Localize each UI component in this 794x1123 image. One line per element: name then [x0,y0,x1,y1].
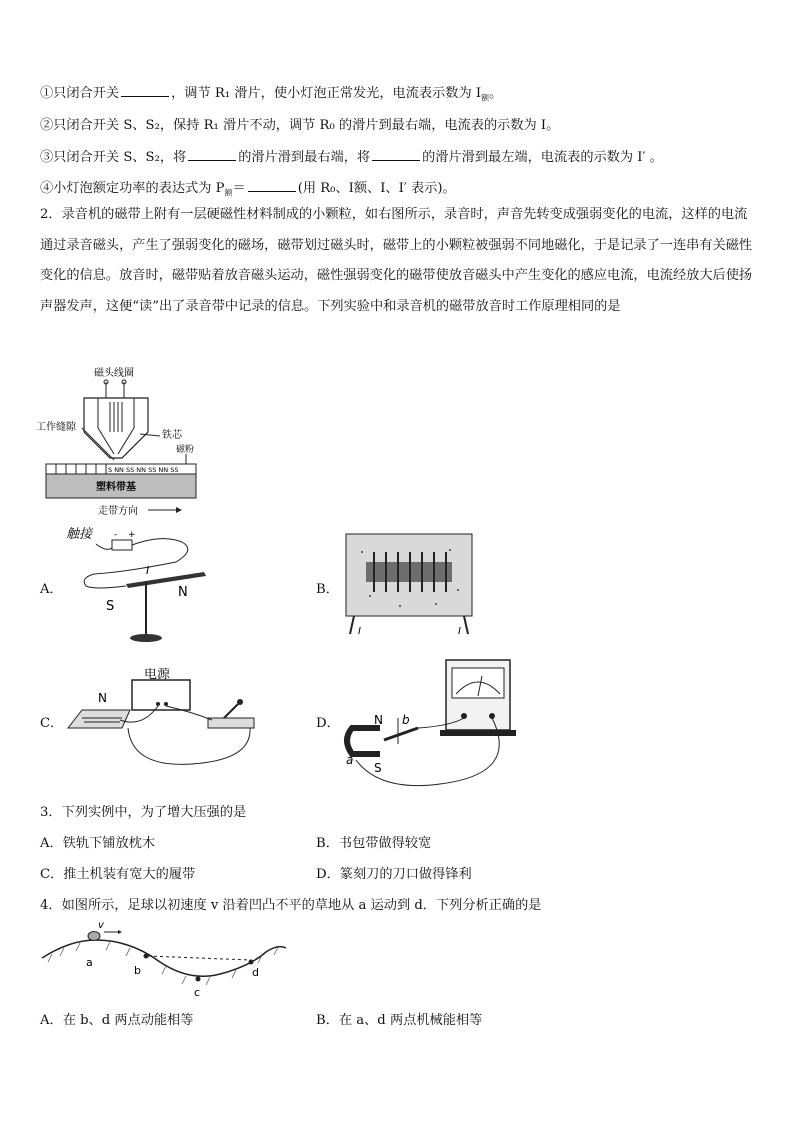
q1-step1-sub: 额 [481,93,490,103]
fig-core-label: 铁芯 [162,430,182,441]
q2-option-b-figure [340,530,480,638]
q1-step3-text-a: ③只闭合开关 S、S₂，将 [40,150,187,165]
q2-option-c-figure [62,668,272,778]
q1-step1-text-a: ①只闭合开关 [40,86,120,101]
q2-option-b-label: B． [316,582,339,597]
q2-option-c-label: C． [40,716,64,731]
q3-option-d: D．篆刻刀的刀口做得锋利 [316,867,472,882]
fig-poles: S NN SS NN SS NN SS [108,466,179,474]
q4-fig-b: b [134,964,141,977]
q3-option-b: B．书包带做得较宽 [316,836,432,851]
opt-d-a: a [346,753,354,767]
q1-step1-text-b: ，调节 R₁ 滑片，使小灯泡正常发光，电流表示数为 I [171,86,482,101]
tape-head-figure [36,362,206,522]
opt-a-n: N [178,585,188,600]
q1-step3-blank2 [372,148,420,161]
q1-step4-blank [248,179,296,192]
fig-powder-label: 磁粉 [176,445,195,455]
q3-option-c: C．推土机装有宽大的履带 [40,867,196,882]
opt-d-s: S [374,761,382,775]
q1-step4-text-b: ＝ [232,181,246,196]
q1-step1-text-c: 。 [489,86,503,101]
q4-fig-v: v [98,922,104,931]
opt-d-b: b [402,713,410,727]
q1-step3-text-b: 的滑片滑到最右端，将 [238,150,371,165]
q4-fig-d: d [252,966,259,979]
q1-step4-sub: 额 [224,188,233,198]
svg-text:-: - [114,530,118,540]
q1-step1 [40,82,760,104]
q4-stem: 4．如图所示，足球以初速度 v 沿着凹凸不平的草地从 a 运动到 d．下列分析正确的是 [40,898,542,913]
q1-step3-blank1 [188,148,236,161]
q2-option-a-figure [66,524,226,648]
opt-b-i1: I [358,626,361,637]
q4-option-a: A．在 b、d 两点动能相等 [40,1013,194,1028]
opt-a-current: I [146,564,150,577]
q2-option-a-label: A． [40,582,63,597]
q4-fig-a: a [86,956,93,969]
opt-d-n: N [374,713,383,727]
q2-option-d-figure [340,656,540,792]
q4-fig-c: c [194,986,201,999]
fig-base-label: 塑料带基 [96,482,136,493]
q1-step4-text-a: ④小灯泡额定功率的表达式为 P [40,181,225,196]
opt-a-s: S [106,599,115,614]
fig-dir-label: 走带方向 [98,506,138,517]
q1-step4-text-c: (用 R₀、I额、I、I′ 表示)。 [297,181,456,196]
q4-terrain-figure [40,922,290,1000]
svg-text:+: + [128,530,136,540]
q1-step3-text-c: 的滑片滑到最左端，电流表的示数为 I′ 。 [422,150,663,165]
opt-b-i2: I [458,626,461,637]
q1-step2: ②只闭合开关 S、S₂，保持 R₁ 滑片不动，调节 R₀ 的滑片到最右端，电流表的示数为 I。 [40,118,560,133]
opt-a-touch: 触接 [66,527,93,542]
q2-text: 2．录音机的磁带上附有一层硬磁性材料制成的小颗粒，如右图所示，录音时，声音先转变成强弱变化的电流，这样的电流通过录音磁头，产生了强弱变化的磁场，磁带划过磁头时，磁带上的小颗粒被强弱不同地磁化，于是记录了一连串有关磁性变化的信息。放音时，磁带贴着放音磁头运动，磁性强弱变化的磁带使放音磁头中产生变化的感应电流，电流经放大后使扬声器发声，这便“读”出了录音带中记录的信息。下列实验中和录音机的磁带放音时工作原理相同的是 [40,207,753,314]
opt-c-n: N [98,691,107,705]
q2-option-d-label: D． [316,716,340,731]
q3-option-a: A．铁轨下铺放枕木 [40,836,156,851]
opt-c-power: 电源 [144,668,171,682]
q1-step4 [40,177,760,199]
q1-step3 [40,146,760,165]
fig-coil-label: 磁头线圈 [94,368,134,379]
fig-gap-label: 工作缝隙 [36,422,76,433]
q3-stem: 3．下列实例中，为了增大压强的是 [40,805,247,820]
q1-step1-blank [121,84,169,97]
q4-option-b: B．在 a、d 两点机械能相等 [316,1013,483,1028]
